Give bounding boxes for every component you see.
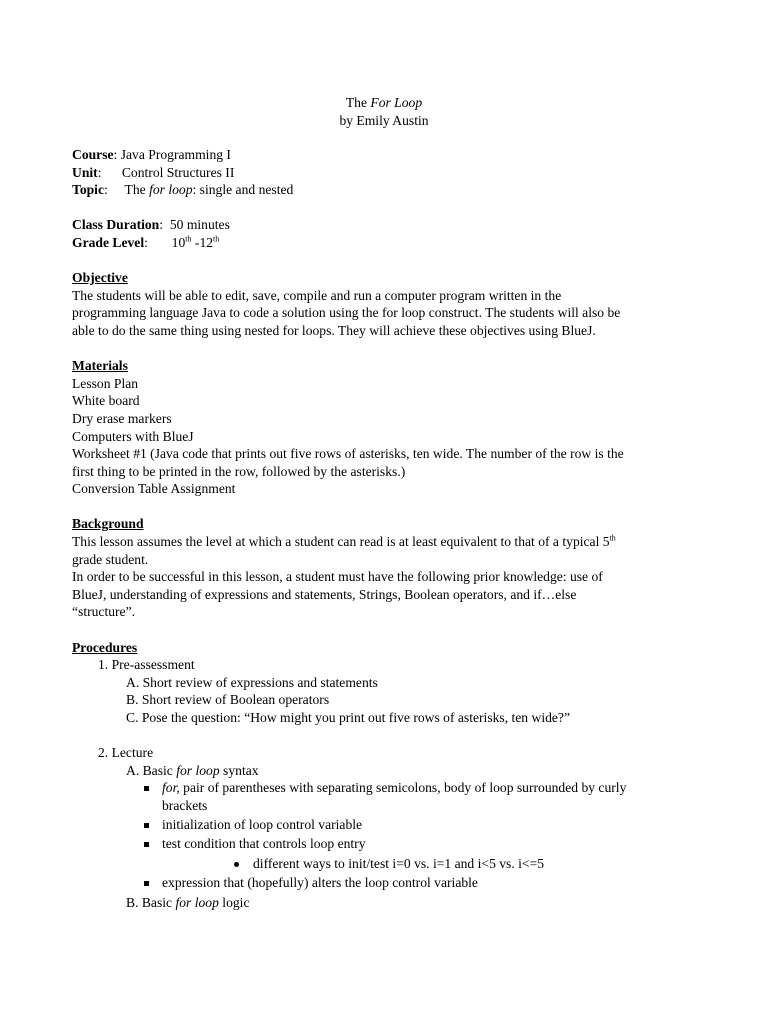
objective-heading: Objective — [72, 270, 128, 286]
grade-line: Grade Level: 10th -12th — [72, 234, 220, 250]
bullet-item: for, pair of parentheses with separating semicolons, body of loop surrounded by curly — [72, 779, 692, 797]
procedure-substep: C. Pose the question: “How might you print out five rows of asterisks, ten wide?” — [126, 710, 570, 725]
materials-item: Worksheet #1 (Java code that prints out five rows of asterisks, ten wide. The number of the row is the — [72, 446, 624, 462]
procedure-substep: A. Short review of expressions and statements — [126, 674, 378, 690]
background-line: BlueJ, understanding of expressions and statements, Strings, Boolean operators, and if…else — [72, 586, 577, 602]
procedure-substep: A. Basic for loop syntax — [126, 762, 259, 778]
materials-heading: Materials — [72, 358, 128, 374]
unit-line: Unit: Control Structures II — [72, 164, 235, 180]
duration-line: Class Duration: 50 minutes — [72, 217, 230, 233]
sub-bullet-item: different ways to init/test i=0 vs. i=1 and i<5 vs. i<=5 — [72, 855, 692, 873]
square-bullet-icon — [144, 881, 149, 886]
materials-item: Dry erase markers — [72, 410, 172, 426]
background-line: In order to be successful in this lesson, a student must have the following prior knowledge: use of — [72, 569, 603, 585]
square-bullet-icon — [144, 842, 149, 847]
document-title: The For Loop — [345, 95, 423, 110]
procedure-step: 1. Pre-assessment — [98, 657, 195, 673]
procedures-heading: Procedures — [72, 639, 138, 655]
materials-item: White board — [72, 393, 140, 409]
document-body — [72, 146, 692, 912]
procedure-step: 2. Lecture — [98, 745, 154, 761]
objective-line: able to do the same thing using nested for loops. They will achieve these objectives using BlueJ. — [72, 322, 596, 338]
author-byline: by Emily Austin — [339, 113, 429, 128]
materials-item: Lesson Plan — [72, 375, 139, 391]
background-line: This lesson assumes the level at which a student can read is at least equivalent to that of a typical 5th — [72, 533, 616, 550]
materials-item: Computers with BlueJ — [72, 428, 194, 444]
procedure-substep: B. Short review of Boolean operators — [126, 692, 330, 708]
bullet-item: expression that (hopefully) alters the loop control variable — [72, 874, 692, 892]
square-bullet-icon — [144, 786, 149, 791]
materials-item: first thing to be printed in the row, followed by the asterisks.) — [72, 463, 406, 479]
objective-line: The students will be able to edit, save, compile and run a computer program written in the — [72, 287, 562, 303]
procedure-substep: B. Basic for loop logic — [126, 894, 250, 910]
bullet-continuation: brackets — [162, 797, 208, 813]
title-block — [0, 94, 768, 130]
objective-line: programming language Java to code a solution using the for loop construct. The students will also be — [72, 305, 621, 321]
bullet-item: test condition that controls loop entry — [72, 835, 692, 853]
materials-item: Conversion Table Assignment — [72, 481, 236, 497]
topic-line: Topic: The for loop: single and nested — [72, 182, 294, 198]
course-line: Course: Java Programming I — [72, 147, 231, 162]
square-bullet-icon — [144, 823, 149, 828]
round-bullet-icon — [234, 862, 239, 867]
background-line: “structure”. — [72, 604, 136, 620]
background-heading: Background — [72, 516, 144, 532]
bullet-item: initialization of loop control variable — [72, 816, 692, 834]
background-line: grade student. — [72, 551, 149, 567]
